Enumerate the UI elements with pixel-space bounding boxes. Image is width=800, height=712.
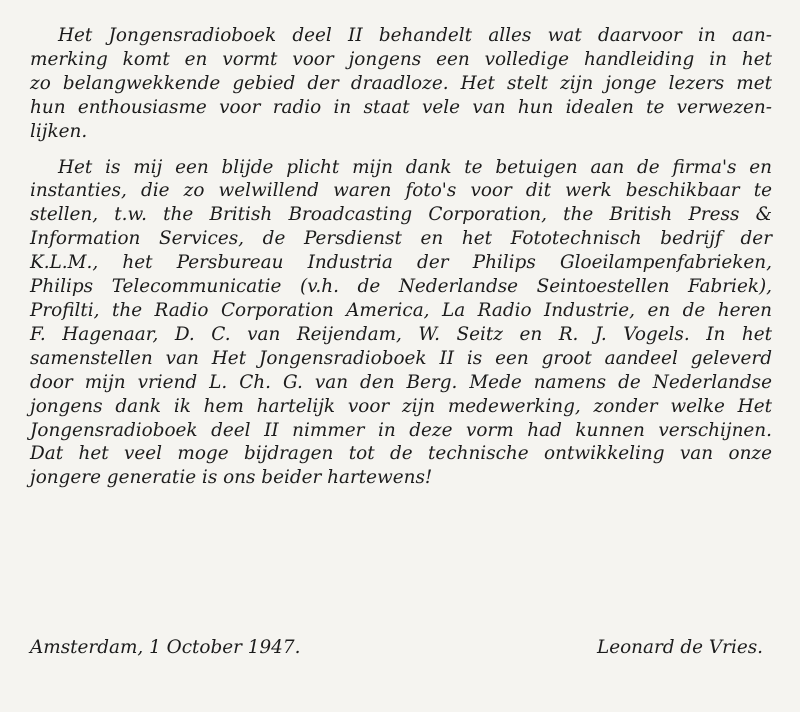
text-line: hun enthousiasme voor radio in staat vele van hun idealen te verwezen- — [30, 96, 772, 118]
text-line: Dat het veel moge bijdragen tot de technische ontwikkeling van onze — [30, 443, 772, 465]
paragraph-1 — [30, 24, 772, 144]
text-line: samenstellen van Het Jongensradioboek II is een groot aandeel geleverd — [30, 347, 772, 369]
text-line: merking komt en vormt voor jongens een volledige handleiding in het — [30, 48, 772, 70]
text-line: instanties, die zo welwillend waren foto's voor dit werk beschikbaar te — [30, 180, 772, 202]
text-line: K.L.M., het Persbureau Industria der Philips Gloeilampenfabrieken, — [30, 252, 772, 274]
document-body — [30, 24, 772, 490]
text-line: F. Hagenaar, D. C. van Reijendam, W. Seitz en R. J. Vogels. In het — [30, 323, 772, 345]
text-line: jongere generatie is ons beider hartewens! — [30, 467, 433, 489]
text-line: lijken. — [30, 120, 88, 142]
text-line: Philips Telecommunicatie (v.h. de Nederlandse Seintoestellen Fabriek), — [30, 276, 772, 298]
signature: Leonard de Vries. — [596, 637, 763, 658]
text-line: Het Jongensradioboek deel II behandelt alles wat daarvoor in aan- — [58, 25, 772, 46]
text-line: Profilti, the Radio Corporation America, La Radio Industrie, en de heren — [30, 299, 772, 321]
text-line: zo belangwekkende gebied der draadloze. Het stelt zijn jonge lezers met — [30, 72, 772, 94]
text-line: Het is mij een blijde plicht mijn dank te betuigen aan de firma's en — [58, 156, 772, 178]
paragraph-gap — [30, 144, 772, 156]
text-line: stellen, t.w. the British Broadcasting Corporation, the British Press & — [30, 204, 772, 226]
text-line: Information Services, de Persdienst en het Fototechnisch bedrijf der — [30, 228, 772, 250]
text-line: Jongensradioboek deel II nimmer in deze vorm had kunnen verschijnen. — [30, 419, 772, 441]
text-line: jongens dank ik hem hartelijk voor zijn medewerking, zonder welke Het — [30, 395, 772, 417]
place-date: Amsterdam, 1 October 1947. — [30, 637, 301, 658]
paragraph-2 — [30, 156, 772, 491]
text-line: door mijn vriend L. Ch. G. van den Berg. Mede namens de Nederlandse — [30, 371, 772, 393]
closing-row — [30, 636, 763, 660]
